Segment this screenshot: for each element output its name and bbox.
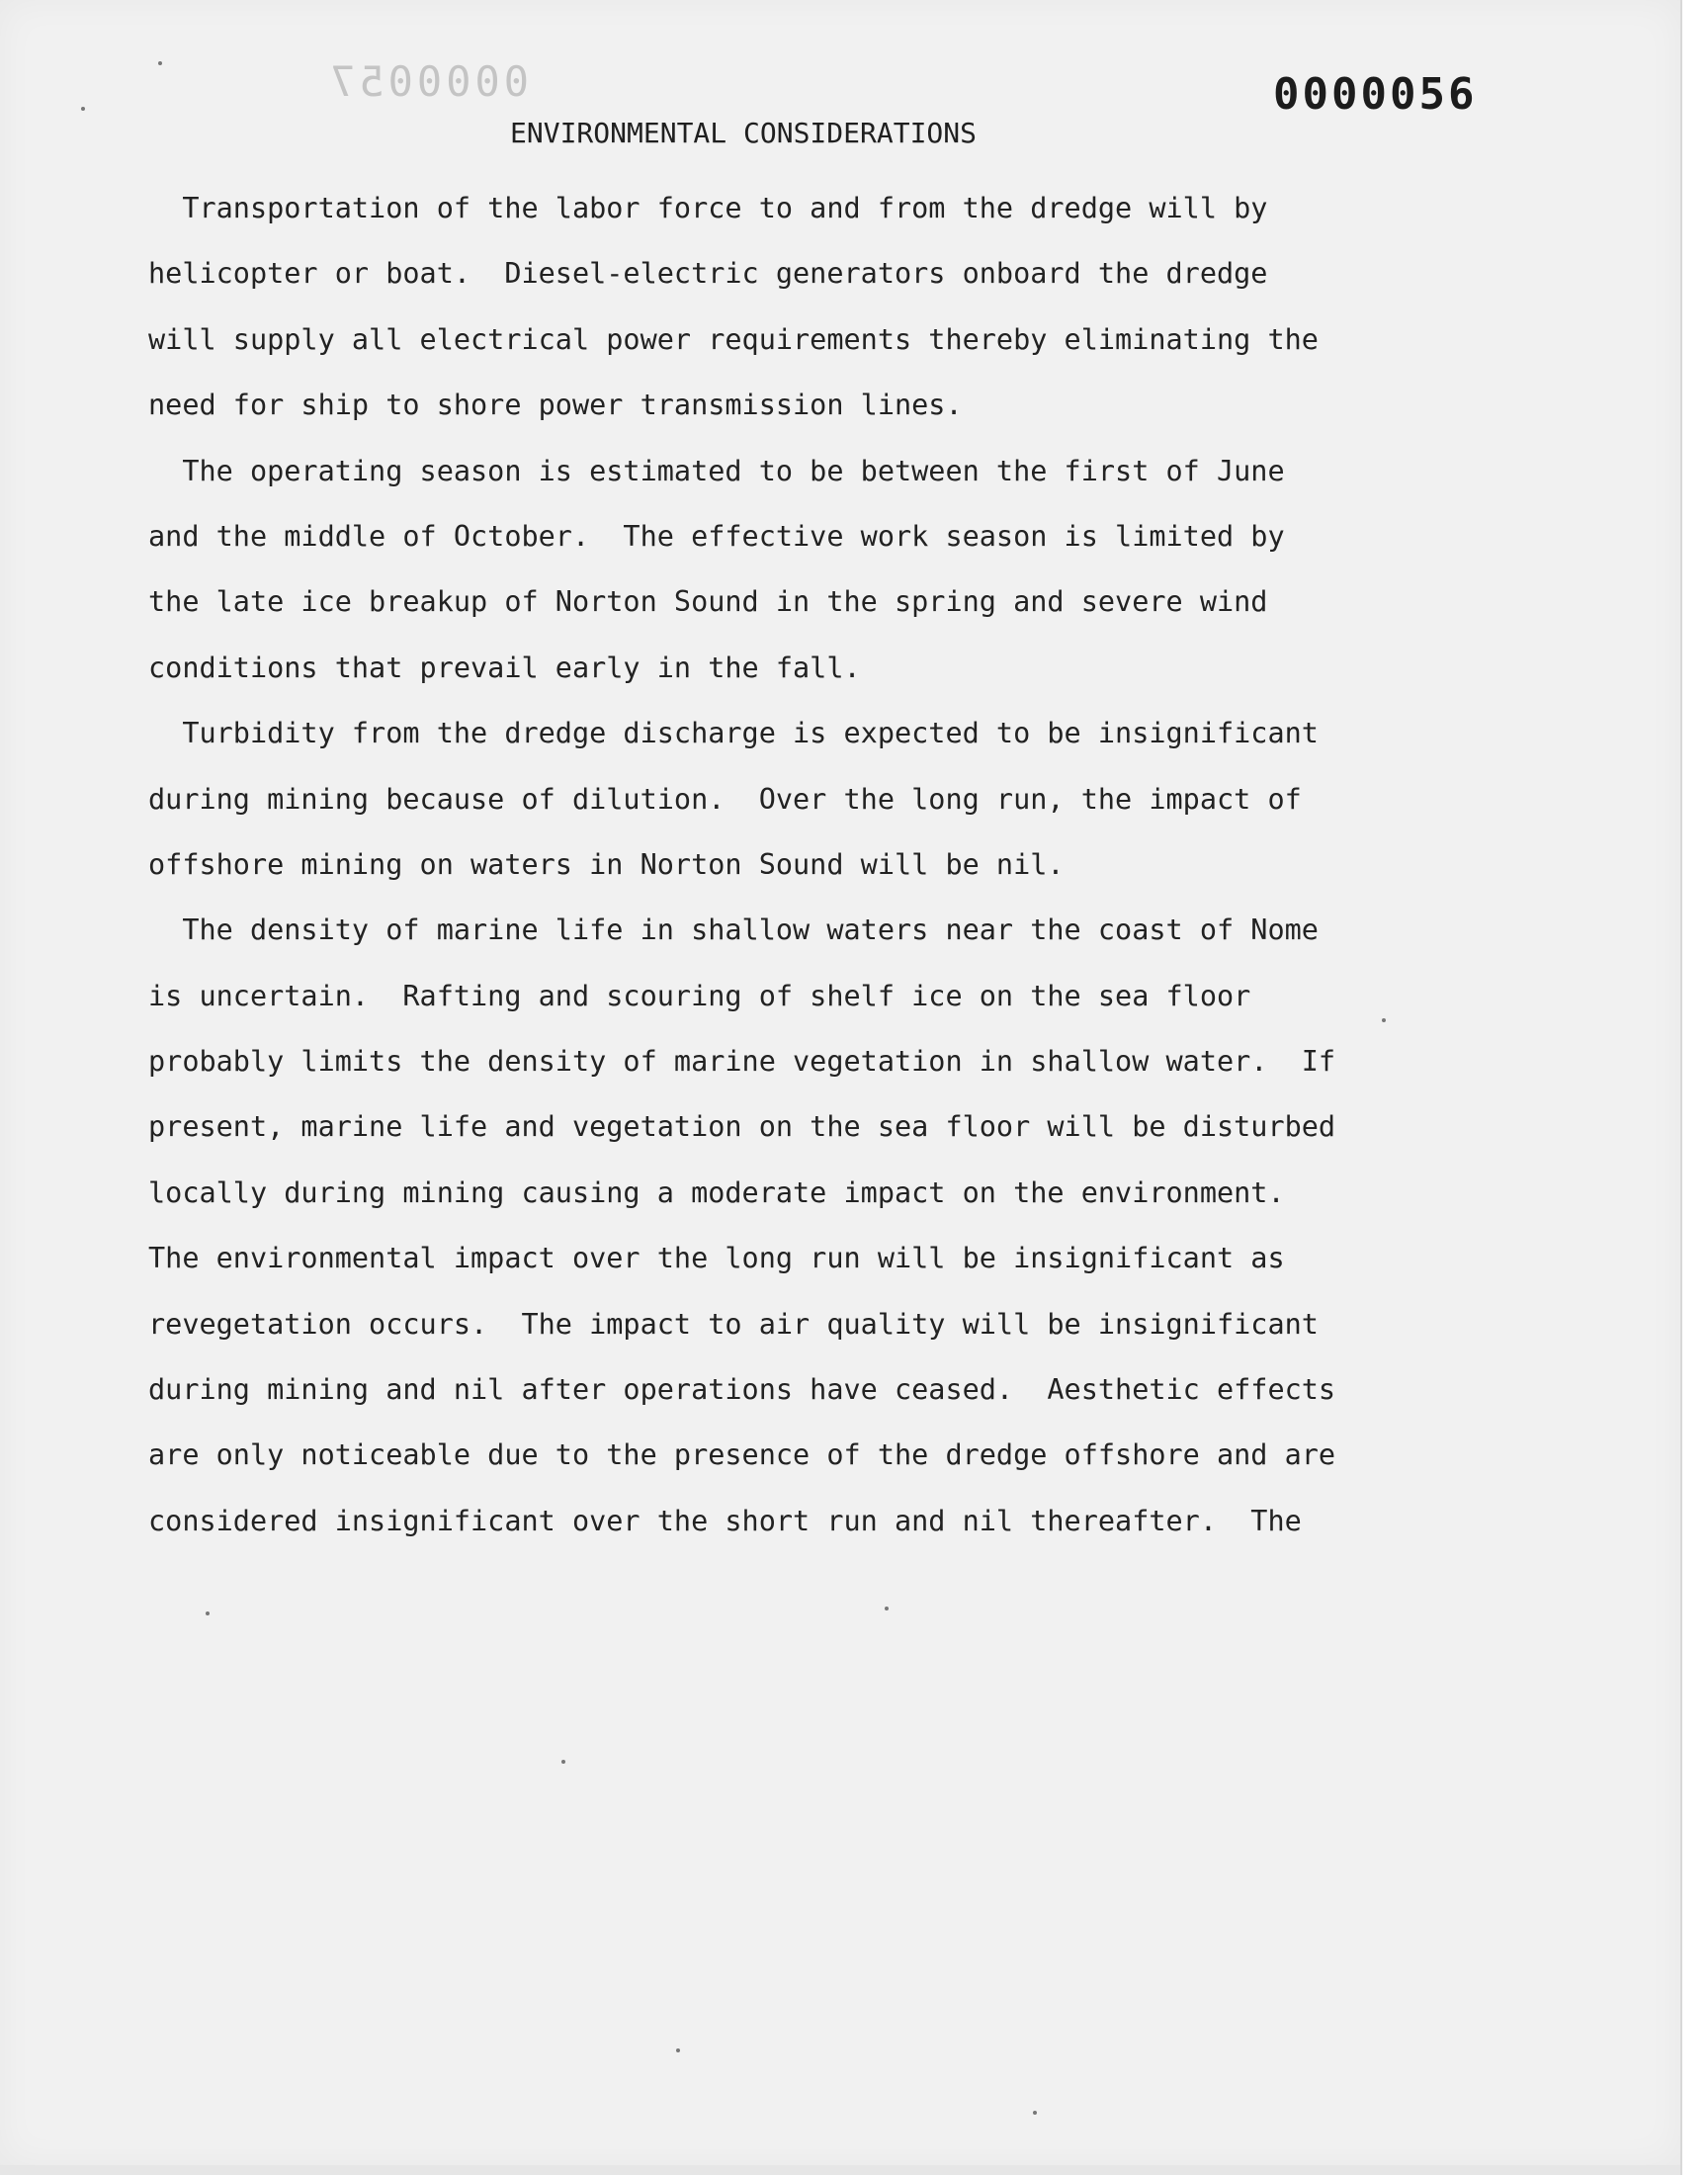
scan-speck <box>561 1760 565 1764</box>
text-line: Turbidity from the dredge discharge is expected to be insignificant <box>148 717 1319 750</box>
text-line: conditions that prevail early in the fall. <box>148 651 861 684</box>
text-line: offshore mining on waters in Norton Sound will be nil. <box>148 847 1065 881</box>
document-title: ENVIRONMENTAL CONSIDERATIONS <box>510 117 978 149</box>
text-line: need for ship to shore power transmission lines. <box>148 389 963 422</box>
text-line: will supply all electrical power requirements thereby eliminating the <box>148 322 1319 356</box>
text-line: The operating season is estimated to be between the first of June <box>148 454 1285 487</box>
text-line: present, marine life and vegetation on the sea floor will be disturbed <box>148 1110 1336 1144</box>
text-line: The density of marine life in shallow waters near the coast of Nome <box>148 914 1319 947</box>
scan-speck <box>676 2048 680 2052</box>
body-text <box>148 176 1364 1554</box>
scan-speck <box>158 61 162 65</box>
scan-speck <box>885 1607 889 1610</box>
text-line: are only noticeable due to the presence of the dredge offshore and are <box>148 1438 1336 1472</box>
text-line: revegetation occurs. The impact to air quality will be insignificant <box>148 1307 1319 1341</box>
text-line: probably limits the density of marine vegetation in shallow water. If <box>148 1045 1336 1079</box>
text-line: considered insignificant over the short run and nil thereafter. The <box>148 1504 1302 1537</box>
text-line: Transportation of the labor force to and from the dredge will by <box>148 192 1268 224</box>
text-line: and the middle of October. The effective work season is limited by <box>148 519 1285 553</box>
scan-speck <box>1382 1018 1386 1022</box>
scan-speck <box>206 1611 210 1615</box>
text-line: helicopter or boat. Diesel-electric generators onboard the dredge <box>148 257 1268 291</box>
faint-bleed-through-number: 0000057 <box>326 57 530 106</box>
text-line: during mining because of dilution. Over the long run, the impact of <box>148 782 1302 816</box>
text-line: The environmental impact over the long run will be insignificant as <box>148 1242 1285 1275</box>
text-line: is uncertain. Rafting and scouring of shelf ice on the sea floor <box>148 979 1251 1012</box>
scan-margin-right <box>1680 0 1708 2175</box>
scan-speck <box>1033 2111 1037 2115</box>
scan-speck <box>81 107 85 111</box>
text-line: locally during mining causing a moderate impact on the environment. <box>148 1175 1285 1209</box>
scan-margin-bottom <box>0 2165 1680 2175</box>
text-line: during mining and nil after operations have ceased. Aesthetic effects <box>148 1373 1336 1407</box>
page-number-stamp: 0000056 <box>1273 69 1478 120</box>
text-line: the late ice breakup of Norton Sound in the spring and severe wind <box>148 585 1268 619</box>
